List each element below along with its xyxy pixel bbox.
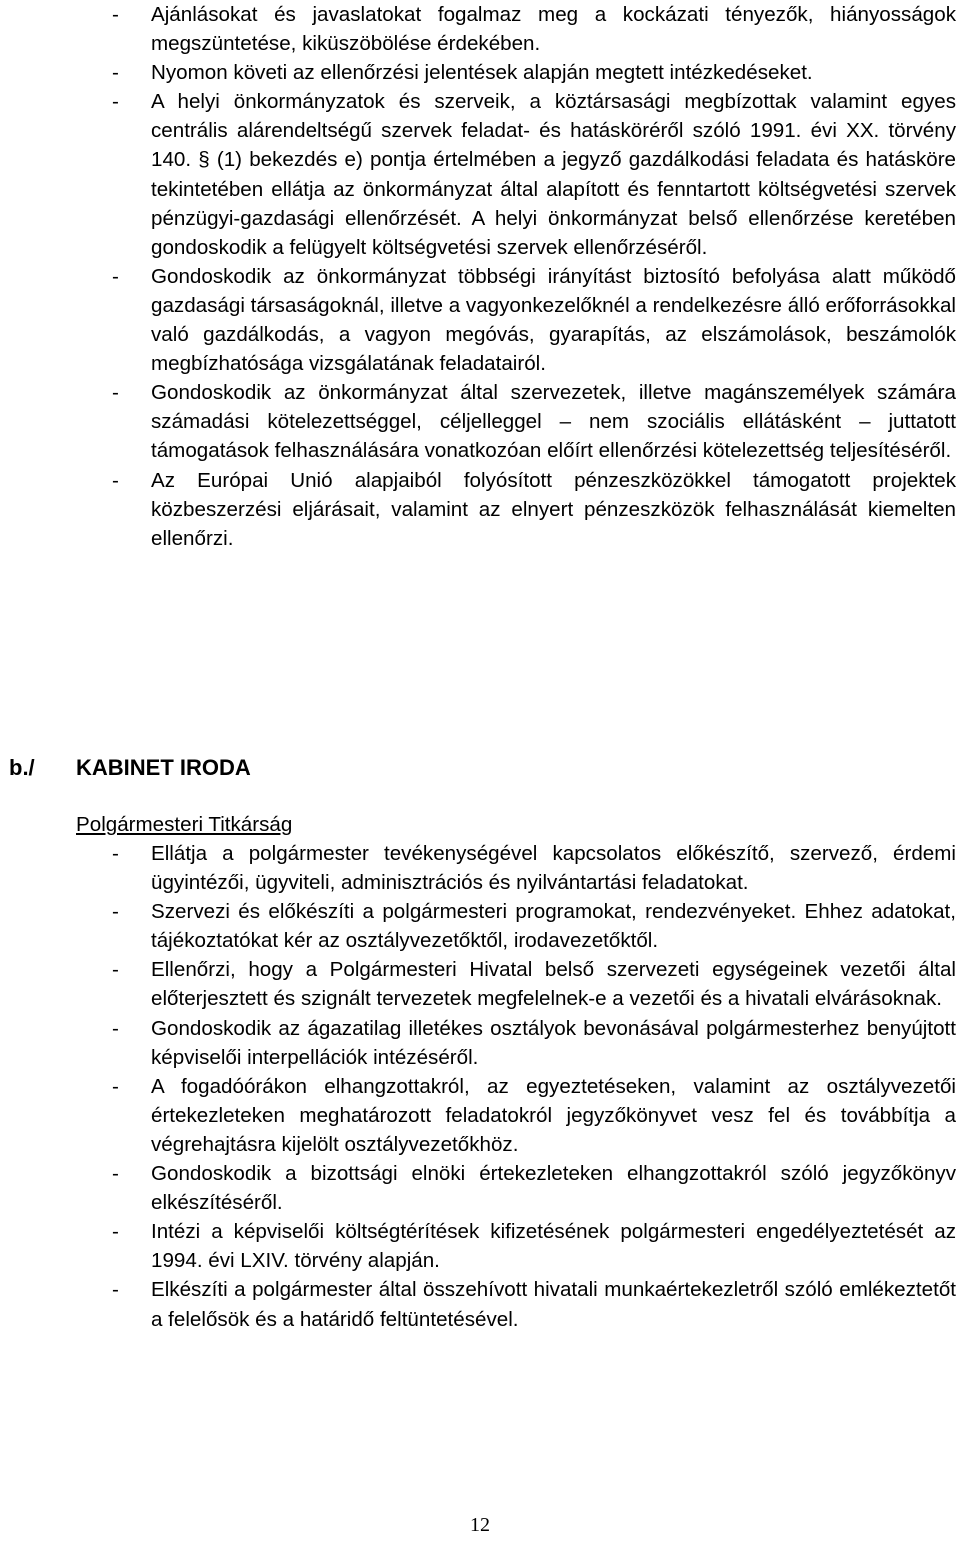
list-marker: - — [112, 90, 119, 114]
list-item — [112, 0, 956, 58]
list-item-text: Gondoskodik a bizottsági elnöki értekezleteken elhangzottakról szóló jegyzőkönyv elkészítéséről. — [151, 1162, 956, 1215]
responsibility-list-mayor-secretariat — [112, 839, 956, 1334]
list-marker: - — [112, 1074, 119, 1098]
list-marker: - — [112, 1278, 119, 1302]
list-marker: - — [112, 958, 119, 982]
list-item-text: A fogadóórákon elhangzottakról, az egyeztetéseken, valamint az osztályvezetői értekezleteken meghatározott feladatokról jegyzőkönyvet vesz fel és továbbítja a végrehajtásra kijelölt osztályvezetőkhöz. — [151, 1074, 956, 1156]
list-item — [112, 955, 956, 1013]
list-item — [112, 1014, 956, 1072]
list-marker: - — [112, 1016, 119, 1040]
list-item-text: Gondoskodik az önkormányzat többségi irányítást biztosító befolyása alatt működő gazdasági társaságoknál, illetve a vagyonkezelőknél a rendelkezésre álló erőforrásokkal való gazdálkodás, a vagyon megóvás, gyarapítás, az elszámolások, beszámolók megbízhatósága vizsgálatának feladatairól. — [151, 264, 956, 376]
list-item — [112, 1072, 956, 1159]
list-item — [112, 1159, 956, 1217]
list-item-text: Szervezi és előkészíti a polgármesteri programokat, rendezvényeket. Ehhez adatokat, tájékoztatókat kér az osztályvezetőktől, irodavezetőktől. — [151, 900, 956, 953]
list-marker: - — [112, 61, 119, 85]
list-item-text: Ellátja a polgármester tevékenységével kapcsolatos előkészítő, szervező, érdemi ügyintézői, ügyviteli, adminisztrációs és nyilvántartási feladatokat. — [151, 842, 956, 895]
list-item-text: Ellenőrzi, hogy a Polgármesteri Hivatal belső szervezeti egységeinek vezetői által előterjesztett és szignált tervezetek megfelelnek-e a vezetői és a hivatali elvárásoknak. — [151, 958, 956, 1011]
list-marker: - — [112, 381, 119, 405]
list-marker: - — [112, 264, 119, 288]
list-item — [112, 58, 956, 87]
subsection-title: Polgármesteri Titkárság — [76, 813, 293, 836]
list-item — [112, 839, 956, 897]
section-title: KABINET IRODA — [76, 755, 251, 780]
list-item-text: Az Európai Unió alapjaiból folyósított pénzeszközökkel támogatott projektek közbeszerzési eljárásait, valamint az elnyert pénzeszközök felhasználását kiemelten ellenőrzi. — [151, 468, 956, 550]
list-item — [112, 1275, 956, 1333]
page-number: 12 — [470, 1514, 490, 1536]
list-marker: - — [112, 3, 119, 26]
list-item — [112, 897, 956, 955]
list-item-text: A helyi önkormányzatok és szerveik, a köztársasági megbízottak valamint egyes centrális alárendeltségű szervek feladat- és hatásköréről szóló 1991. évi XX. törvény 140. § (1) bekezdés e) pontja értelmében a jegyző gazdálkodási feladata és hatásköre tekintetében ellátja az önkormányzat által alapított és fenntartott költségvetési szervek pénzügyi-gazdasági ellenőrzését. A helyi önkormányzat belső ellenőrzése keretében gondoskodik a felügyelt költségvetési szervek ellenőrzéséről. — [151, 90, 956, 259]
list-item — [112, 1217, 956, 1275]
list-marker: - — [112, 900, 119, 924]
list-item-text: Intézi a képviselői költségtérítések kifizetésének polgármesteri engedélyeztetését az 1994. évi LXIV. törvény alapján. — [151, 1220, 956, 1273]
list-item — [112, 378, 956, 465]
list-item-text: Gondoskodik az ágazatilag illetékes osztályok bevonásával polgármesterhez benyújtott képviselői interpellációk intézéséről. — [151, 1016, 956, 1069]
list-item — [112, 262, 956, 378]
list-marker: - — [112, 842, 119, 865]
list-item-text: Ajánlásokat és javaslatokat fogalmaz meg a kockázati tényezők, hiányosságok megszüntetése, kiküszöbölése érdekében. — [151, 3, 956, 56]
responsibility-list-internal-audit — [112, 0, 956, 553]
list-item — [112, 87, 956, 262]
section-number: b./ — [9, 755, 35, 780]
section-heading — [0, 752, 960, 784]
list-item-text: Gondoskodik az önkormányzat által szervezetek, illetve magánszemélyek számára számadási kötelezettséggel, céljelleggel – nem szociális ellátásként – juttatott támogatások felhasználására vonatkozóan előírt ellenőrzési kötelezettség teljesítéséről. — [151, 381, 956, 463]
list-item-text: Nyomon követi az ellenőrzési jelentések alapján megtett intézkedéseket. — [151, 61, 813, 85]
list-marker: - — [112, 1220, 119, 1244]
list-marker: - — [112, 1162, 119, 1186]
list-marker: - — [112, 468, 119, 492]
list-item-text: Elkészíti a polgármester által összehívott hivatali munkaértekezletről szóló emlékeztetőt a felelősök és a határidő feltüntetésével. — [151, 1278, 956, 1331]
list-item — [112, 466, 956, 553]
